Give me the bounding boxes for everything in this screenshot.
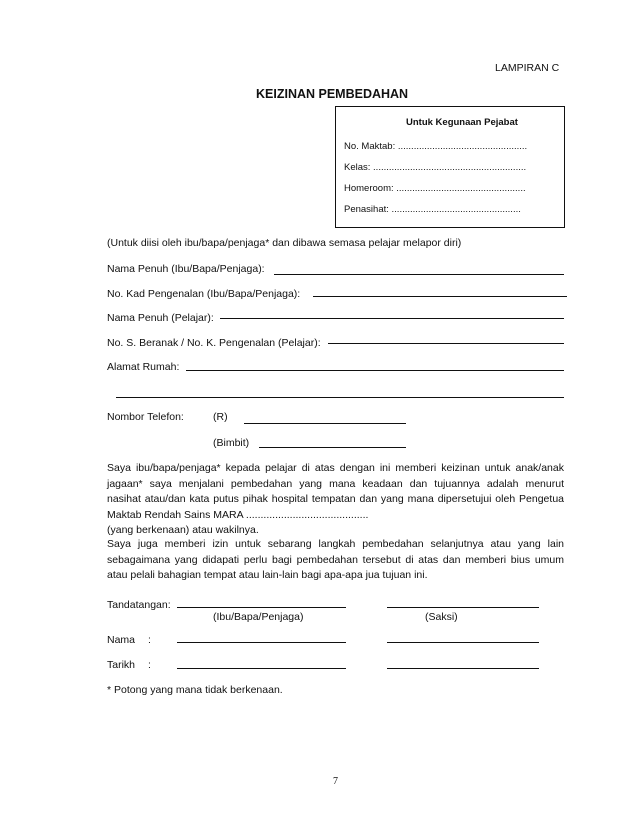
consent-p1-line3: nasihat atau/dan kata putus pihak hospital tempatan dan yang mana dipersetujui oleh Pengetua (107, 493, 564, 505)
phone-mobile-field[interactable] (259, 447, 406, 448)
consent-p2-line3: atau pelali bahagian tempat atau lain-lain bagi apa-apa jua tujuan ini. (107, 569, 428, 581)
office-box-title: Untuk Kegunaan Pejabat (406, 117, 518, 128)
date-colon: : (148, 659, 151, 671)
phone-home-field[interactable] (244, 423, 406, 424)
parent-date-field[interactable] (177, 668, 346, 669)
consent-p1-line4: Maktab Rendah Sains MARA .......................................... (107, 508, 369, 521)
parent-ic-field[interactable] (313, 296, 567, 297)
consent-p2-line1: Saya juga memberi izin untuk sebarang langkah pembedahan selanjutnya atau yang lain (107, 538, 564, 550)
consent-p1-line1: Saya ibu/bapa/penjaga* kepada pelajar di atas dengan ini memberi keizinan untuk anak/anak (107, 462, 564, 474)
witness-date-field[interactable] (387, 668, 539, 669)
student-ic-field[interactable] (328, 343, 564, 344)
office-field-kelas[interactable]: Kelas: .......................................................... (344, 162, 527, 173)
address-field-line1[interactable] (186, 370, 564, 371)
student-name-label: Nama Penuh (Pelajar): (107, 312, 214, 324)
phone-home-label: (R) (213, 411, 228, 423)
office-use-box (335, 106, 565, 228)
page-number: 7 (333, 776, 338, 787)
page-title: KEIZINAN PEMBEDAHAN (256, 87, 409, 101)
date-label: Tarikh (107, 659, 136, 671)
consent-p1-line5: (yang berkenaan) atau wakilnya. (107, 524, 259, 536)
lampiran-label: LAMPIRAN C (495, 62, 560, 74)
student-name-field[interactable] (220, 318, 564, 319)
parent-signature-field[interactable] (177, 607, 346, 608)
student-ic-label: No. S. Beranak / No. K. Pengenalan (Pelajar): (107, 337, 321, 349)
consent-paragraph-2 (107, 537, 564, 584)
witness-signature-field[interactable] (387, 607, 539, 608)
office-field-homeroom[interactable]: Homeroom: ................................................. (344, 183, 526, 194)
parent-name-sign-field[interactable] (177, 642, 346, 643)
consent-paragraph-1 (107, 461, 564, 539)
parent-ic-label: No. Kad Pengenalan (Ibu/Bapa/Penjaga): (107, 288, 301, 300)
phone-label: Nombor Telefon: (107, 411, 184, 423)
signature-label: Tandatangan: (107, 599, 171, 611)
address-label: Alamat Rumah: (107, 361, 180, 373)
phone-mobile-label: (Bimbit) (213, 437, 250, 449)
office-field-penasihat[interactable]: Penasihat: ................................................. (344, 204, 521, 215)
parent-name-label: Nama Penuh (Ibu/Bapa/Penjaga): (107, 263, 265, 275)
address-field-line2[interactable] (116, 397, 564, 398)
name-label: Nama (107, 634, 136, 646)
office-field-no-maktab[interactable]: No. Maktab: ................................................. (344, 141, 528, 152)
form-instruction: (Untuk diisi oleh ibu/bapa/penjaga* dan dibawa semasa pelajar melapor diri) (107, 237, 462, 249)
parent-name-field[interactable] (274, 274, 564, 275)
consent-p1-line2: jagaan* saya menjalani pembedahan yang mana keadaan dan tujuannya adalah menurut (107, 477, 564, 490)
footnote: * Potong yang mana tidak berkenaan. (107, 684, 283, 696)
consent-p2-line2: sebagaimana yang didapati perlu bagi pembedahan tersebut di atas dan memberi bius umum (107, 553, 564, 566)
witness-caption: (Saksi) (425, 611, 458, 623)
name-colon: : (148, 634, 151, 646)
parent-caption: (Ibu/Bapa/Penjaga) (213, 611, 304, 623)
witness-name-field[interactable] (387, 642, 539, 643)
